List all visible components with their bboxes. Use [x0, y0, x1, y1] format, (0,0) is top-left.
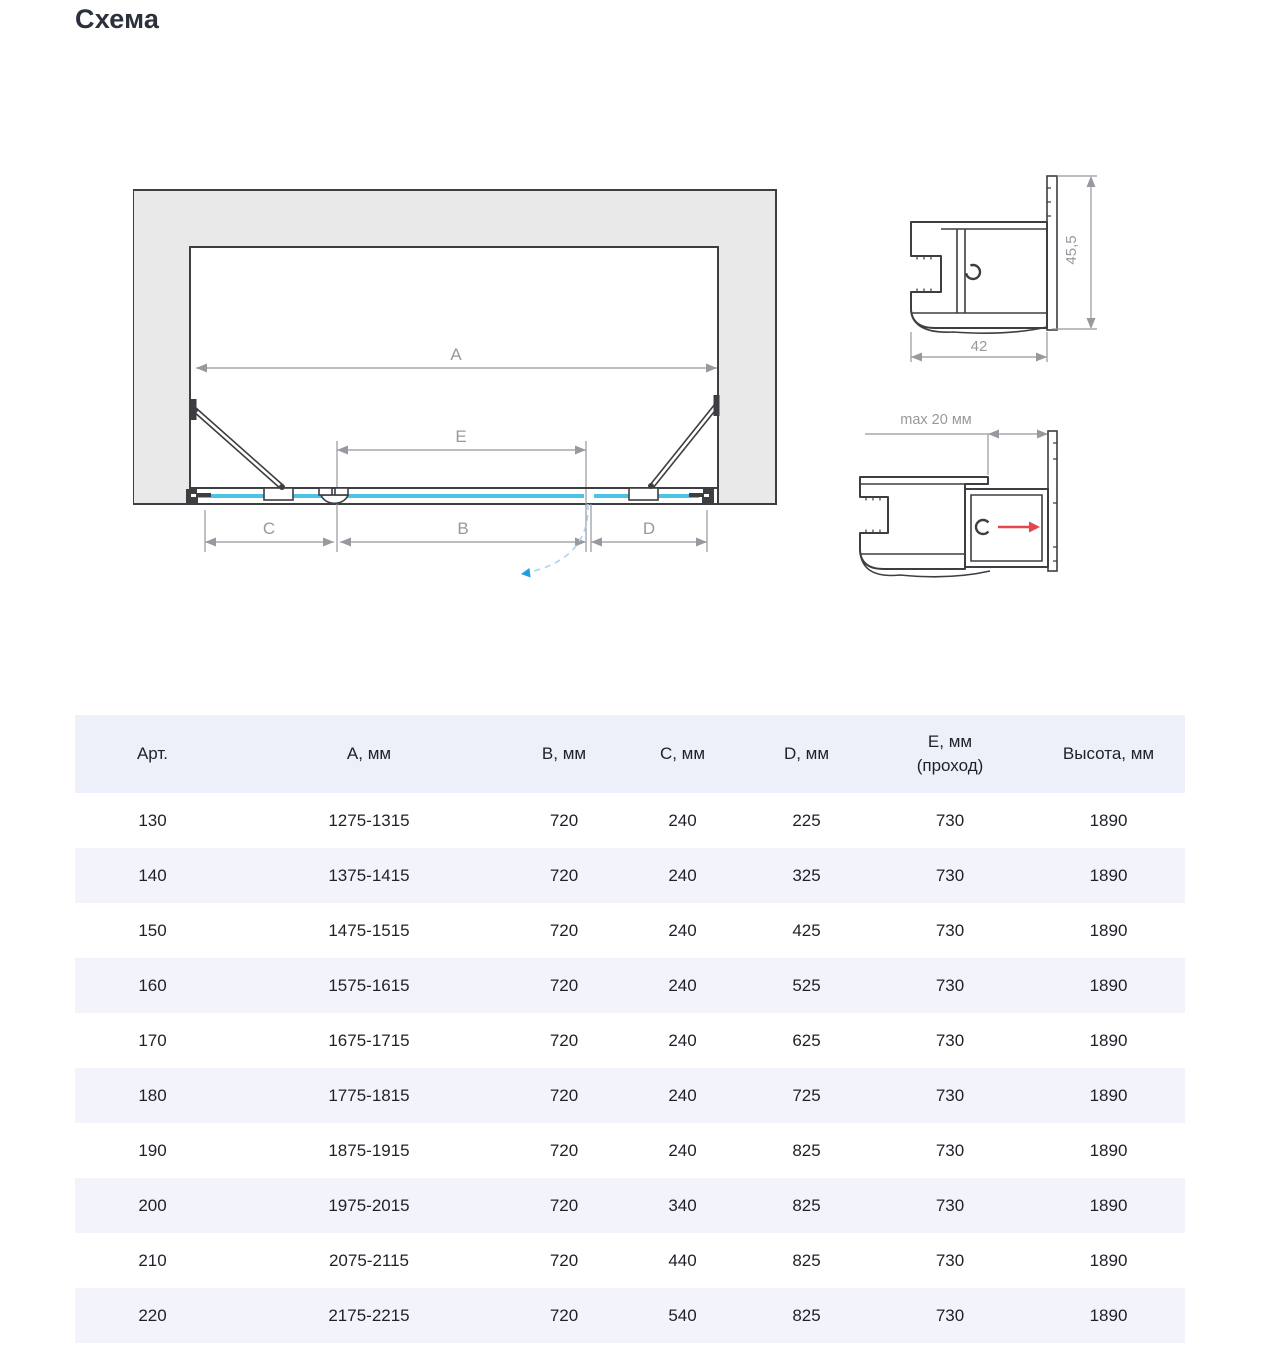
- dimension-profile-height: [1052, 176, 1097, 329]
- cell-e: 730: [935, 1140, 965, 1160]
- cell-art: 190: [138, 1140, 167, 1160]
- cell-b: 720: [508, 848, 620, 903]
- cell-height: 1890: [1032, 1288, 1185, 1343]
- cell-a: 1275-1315: [328, 810, 410, 830]
- dimension-e: [337, 427, 586, 455]
- col-d: D, мм: [745, 715, 868, 793]
- dimension-c: [205, 519, 334, 547]
- cell-height: 1890: [1032, 848, 1185, 903]
- cell-d: 825: [745, 1178, 868, 1233]
- cell-art: 150: [138, 920, 167, 940]
- cell-b: 720: [508, 1178, 620, 1233]
- cell-b: 720: [549, 920, 579, 940]
- cell-a: 1475-1515: [328, 920, 410, 940]
- table-row: [75, 1233, 1185, 1288]
- right-wall-profile: [689, 489, 714, 503]
- cell-b: 720: [549, 1250, 579, 1270]
- cell-e: 730: [868, 848, 1032, 903]
- cell-d: 425: [792, 920, 821, 940]
- cell-a: 1375-1415: [230, 848, 508, 903]
- cell-e: 730: [935, 920, 965, 940]
- cell-c: 540: [620, 1288, 745, 1343]
- dimension-b-label: B: [457, 519, 469, 538]
- cell-e: 730: [935, 1250, 965, 1270]
- cell-art: 170: [138, 1030, 167, 1050]
- cell-height: 1890: [1089, 810, 1128, 830]
- dimension-profile-width: [911, 332, 1047, 362]
- cell-d: 725: [745, 1068, 868, 1123]
- page-title: Схема: [75, 4, 160, 34]
- dimension-a-label: A: [450, 345, 462, 364]
- table-row: [75, 1123, 1185, 1178]
- cell-d: 325: [745, 848, 868, 903]
- cell-c: 340: [620, 1178, 745, 1233]
- cell-b: 720: [549, 1030, 579, 1050]
- cell-a: 1975-2015: [230, 1178, 508, 1233]
- col-a: А, мм: [230, 715, 508, 793]
- cell-b: 720: [508, 958, 620, 1013]
- cell-e: 730: [935, 1030, 965, 1050]
- cell-e: 730: [868, 1068, 1032, 1123]
- cell-height: 1890: [1089, 1030, 1128, 1050]
- cell-c: 240: [668, 1030, 697, 1050]
- cell-c: 240: [620, 1068, 745, 1123]
- table-row: [75, 958, 1185, 1013]
- cell-art: 140: [75, 848, 230, 903]
- cell-a: 1875-1915: [328, 1140, 410, 1160]
- cell-c: 240: [620, 958, 745, 1013]
- main-top-view-diagram: [133, 170, 778, 600]
- cell-d: 825: [745, 1288, 868, 1343]
- cell-height: 1890: [1089, 920, 1128, 940]
- cell-height: 1890: [1032, 1178, 1185, 1233]
- profile-section-bottom: [840, 403, 1100, 593]
- wall-flange: [1047, 176, 1057, 330]
- table-header: [75, 715, 1185, 793]
- table-row: [75, 1288, 1185, 1343]
- cell-d: 225: [792, 810, 821, 830]
- left-wall-profile: [186, 489, 211, 503]
- profile-height-label: 45,5: [1063, 235, 1080, 265]
- cell-height: 1890: [1089, 1140, 1128, 1160]
- door-swing-arrow-icon: [521, 568, 531, 578]
- cell-c: 240: [668, 920, 697, 940]
- cell-height: 1890: [1032, 1068, 1185, 1123]
- profile-width-label: 42: [970, 338, 988, 355]
- cell-a: 1675-1715: [328, 1030, 410, 1050]
- dimensions-table: [75, 715, 1185, 1343]
- cell-art: 220: [75, 1288, 230, 1343]
- table-row: [75, 793, 1185, 848]
- cell-art: 130: [138, 810, 167, 830]
- dimension-e-label: E: [455, 427, 467, 446]
- dimension-d: [591, 519, 707, 547]
- cell-c: 240: [668, 810, 697, 830]
- cell-e: 730: [868, 958, 1032, 1013]
- cell-c: 240: [668, 1140, 697, 1160]
- cell-a: 2175-2215: [230, 1288, 508, 1343]
- table-row: [75, 1178, 1185, 1233]
- cell-art: 180: [75, 1068, 230, 1123]
- cell-c: 440: [668, 1250, 697, 1270]
- dimension-b: [340, 519, 586, 547]
- dimension-d-label: D: [642, 519, 656, 538]
- cell-b: 720: [508, 1288, 620, 1343]
- dimension-c-label: C: [262, 519, 276, 538]
- cell-d: 825: [792, 1250, 821, 1270]
- cell-b: 720: [549, 810, 579, 830]
- table-row: [75, 1013, 1185, 1068]
- cell-a: 1575-1615: [230, 958, 508, 1013]
- door-handle: [319, 488, 348, 503]
- cell-b: 720: [508, 1068, 620, 1123]
- table-header-row: [75, 715, 1185, 793]
- left-support-strut: [191, 399, 294, 500]
- col-e: Е, мм (проход): [868, 715, 1032, 793]
- dimension-a: [196, 345, 717, 373]
- cell-height: 1890: [1089, 1250, 1128, 1270]
- cell-d: 625: [792, 1030, 821, 1050]
- profile-section-top: [895, 162, 1110, 377]
- col-art: Арт.: [75, 715, 230, 793]
- door-swing-arc: [525, 504, 588, 573]
- cell-e: 730: [935, 810, 965, 830]
- cell-height: 1890: [1032, 958, 1185, 1013]
- cell-d: 825: [792, 1140, 821, 1160]
- cell-a: 2075-2115: [328, 1250, 410, 1270]
- wall-flange: [1048, 431, 1057, 571]
- cell-art: 210: [138, 1250, 167, 1270]
- cell-e: 730: [868, 1178, 1032, 1233]
- col-b: В, мм: [508, 715, 620, 793]
- table-body: [75, 793, 1185, 1343]
- cell-e: 730: [868, 1288, 1032, 1343]
- table-row: [75, 848, 1185, 903]
- cell-art: 200: [75, 1178, 230, 1233]
- col-c: С, мм: [620, 715, 745, 793]
- cell-b: 720: [549, 1140, 579, 1160]
- cell-c: 240: [620, 848, 745, 903]
- dimension-max-gap: [865, 430, 1048, 476]
- table-row: [75, 1068, 1185, 1123]
- cell-a: 1775-1815: [230, 1068, 508, 1123]
- col-height: Высота, мм: [1032, 715, 1185, 793]
- cell-d: 525: [745, 958, 868, 1013]
- cell-art: 160: [75, 958, 230, 1013]
- max-gap-label: max 20 мм: [900, 412, 972, 428]
- right-support-strut: [629, 395, 720, 500]
- table-row: [75, 903, 1185, 958]
